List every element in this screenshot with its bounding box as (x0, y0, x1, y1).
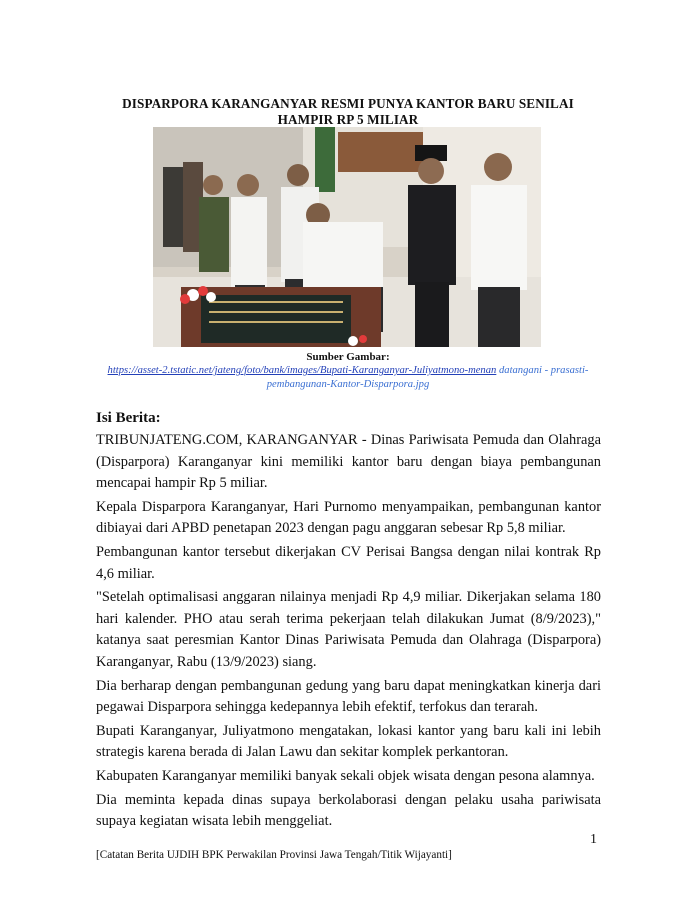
article-body (96, 430, 601, 835)
page-footer: [Catatan Berita UJDIH BPK Perwakilan Provinsi Jawa Tengah/Titik Wijayanti] (96, 849, 452, 861)
image-caption-label: Sumber Gambar: (306, 351, 390, 363)
paragraph: Pembangunan kantor tersebut dikerjakan CV Perisai Bangsa dengan nilai kontrak Rp 4,6 miliar. (96, 543, 601, 582)
page-number: 1 (590, 832, 597, 847)
paragraph: Kepala Disparpora Karanganyar, Hari Purnomo menyampaikan, pembangunan kantor dibiayai dari APBD penetapan 2023 dengan pagu anggaran sebesar Rp 5,8 miliar. (96, 498, 601, 537)
paragraph: "Setelah optimalisasi anggaran nilainya menjadi Rp 4,9 miliar. Dikerjakan selama 180 hari kalender. PHO atau serah terima pekerjaan telah dilakukan Jumat (8/9/2023)," katanya saat peresmian Kantor Dinas Pariwisata Pemuda dan Olahraga (Disparpora) Karanganyar, Rabu (13/9/2023) siang. (96, 589, 601, 670)
image-source (100, 364, 596, 392)
paragraph: Kabupaten Karanganyar memiliki banyak sekali objek wisata dengan pesona alamnya. (96, 767, 595, 784)
article-photo (153, 127, 541, 347)
paragraph: Dia berharap dengan pembangunan gedung yang baru dapat meningkatkan kinerja dari pegawai Disparpora sehingga kedepannya lebih efektif, terfokus dan terarah. (96, 677, 601, 716)
paragraph: TRIBUNJATENG.COM, KARANGANYAR - Dinas Pariwisata Pemuda dan Olahraga (Disparpora) Karanganyar kini memiliki kantor baru dengan biaya pembangunan mencapai hampir Rp 5 miliar. (96, 432, 601, 492)
article-title: DISPARPORA KARANGANYAR RESMI PUNYA KANTOR BARU SENILAI HAMPIR RP 5 MILIAR (122, 96, 574, 127)
paragraph: Dia meminta kepada dinas supaya berkolaborasi dengan pelaku usaha pariwisata supaya kegiatan wisata lebih menggeliat. (96, 791, 601, 830)
image-source-continuation: datangani - prasasti-pembangunan-Kantor-Disparpora.jpg (266, 365, 589, 390)
image-source-link[interactable]: https://asset-2.tstatic.net/jateng/foto/bank/images/Bupati-Karanganyar-Juliyatmono-menan (107, 365, 497, 376)
section-label: Isi Berita: (96, 410, 161, 426)
paragraph: Bupati Karanganyar, Juliyatmono mengatakan, lokasi kantor yang baru kali ini lebih strategis karena berada di Jalan Lawu dan sekitar komplek perkantoran. (96, 722, 601, 761)
